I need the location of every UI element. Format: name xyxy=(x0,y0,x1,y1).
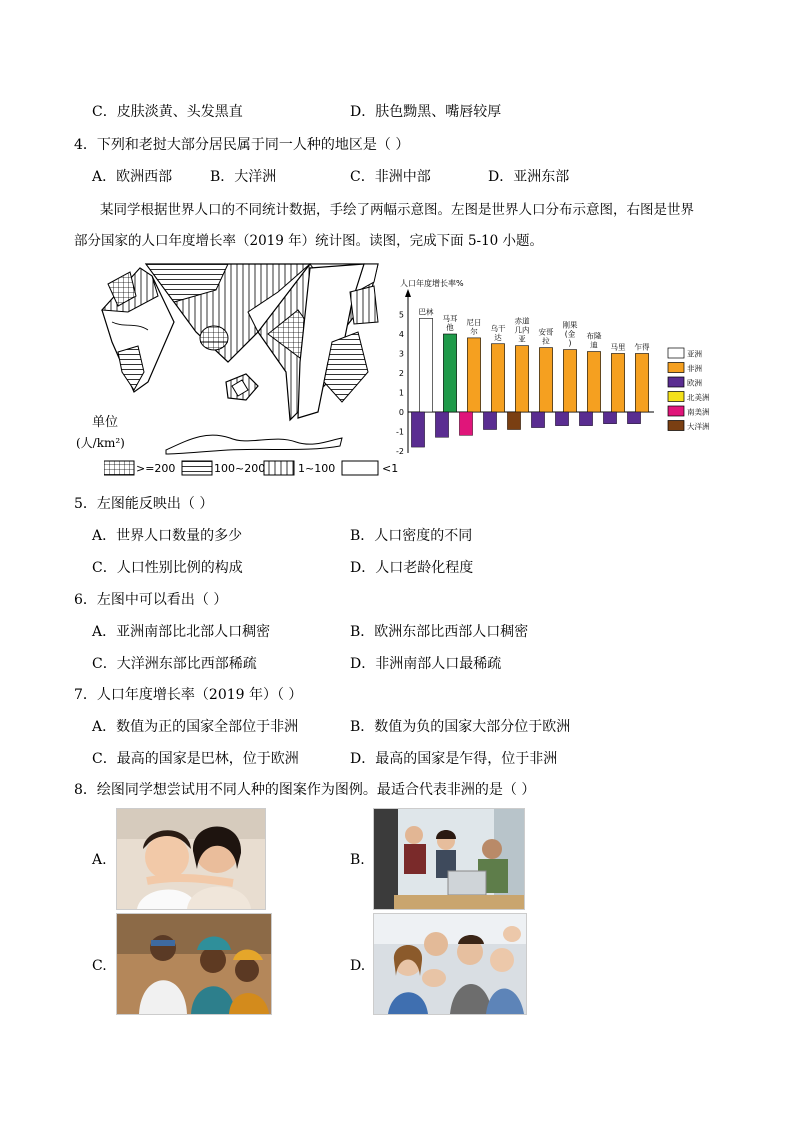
category-label: 布隆 xyxy=(586,331,602,341)
intro-line-2: 部分国家的人口年度增长率（2019 年）统计图。读图，完成下面 5-10 小题。 xyxy=(74,233,544,249)
legend-label-very-sparse: <1 xyxy=(382,462,399,475)
legend-label: 欧洲 xyxy=(687,378,702,388)
q7-option-d: D．最高的国家是乍得，位于非洲 xyxy=(350,751,558,767)
q5-option-c: C．人口性别比例的构成 xyxy=(92,560,243,576)
negative-bar xyxy=(555,412,568,426)
category-label: 他 xyxy=(446,323,454,332)
positive-bar xyxy=(611,354,624,413)
oceania-shape xyxy=(226,374,258,400)
negative-bar xyxy=(627,412,640,424)
negative-bar xyxy=(579,412,592,426)
photo-students-laptop xyxy=(373,808,525,910)
q7-option-a: A．数值为正的国家全部位于非洲 xyxy=(92,719,299,735)
q3-option-d: D．肤色黝黑、嘴唇较厚 xyxy=(350,104,502,120)
growth-rate-chart xyxy=(392,272,712,462)
negative-bar xyxy=(531,412,544,428)
q5-option-d: D．人口老龄化程度 xyxy=(350,560,474,576)
q8-stem: 8．绘图同学想尝试用不同人种的图案作为图例。最适合代表非洲的是（ ） xyxy=(74,782,536,798)
category-label: 刚果 xyxy=(562,320,578,330)
negative-bar xyxy=(411,412,424,447)
photo-young-people-waving xyxy=(373,913,527,1015)
q7-option-b: B．数值为负的国家大部分位于欧洲 xyxy=(350,719,571,735)
map-unit-label: 单位 xyxy=(92,415,119,430)
positive-bar xyxy=(467,338,480,412)
negative-bar xyxy=(459,412,472,435)
q8-option-a-label: A. xyxy=(92,852,107,868)
q4-stem: 4．下列和老挝大部分居民属于同一人种的地区是（ ） xyxy=(74,137,410,153)
q4-option-b: B．大洋洲 xyxy=(210,169,277,185)
category-label: ) xyxy=(568,338,572,348)
map-unit-value: (人/km²) xyxy=(76,436,125,450)
category-label: (金 xyxy=(564,329,576,339)
q5-stem: 5．左图能反映出（ ） xyxy=(74,496,214,512)
positive-bar xyxy=(515,346,528,412)
positive-bar xyxy=(563,350,576,412)
negative-bar xyxy=(483,412,496,430)
y-tick-label: 4 xyxy=(398,330,404,339)
y-tick-label: 2 xyxy=(398,369,404,378)
category-label: 马耳 xyxy=(442,314,458,323)
q6-stem: 6．左图中可以看出（ ） xyxy=(74,592,228,608)
positive-bar xyxy=(635,354,648,413)
legend-label: 大洋洲 xyxy=(687,422,710,431)
category-label: 迪 xyxy=(590,340,598,350)
map-legend xyxy=(104,459,404,479)
category-label: 达 xyxy=(494,332,502,342)
q5-option-b: B．人口密度的不同 xyxy=(350,528,473,544)
positive-bar xyxy=(419,318,432,412)
category-label: 尼日 xyxy=(466,317,482,327)
q8-option-b-label: B. xyxy=(350,852,365,868)
category-label: 巴林 xyxy=(418,307,434,317)
legend-label-sparse: 1~100 xyxy=(298,462,336,475)
legend-swatch xyxy=(668,392,684,402)
y-axis-arrow xyxy=(405,289,411,297)
y-tick-label: -1 xyxy=(396,427,404,437)
y-tick-label: 5 xyxy=(398,310,404,320)
legend-swatch xyxy=(668,348,684,358)
q5-option-a: A．世界人口数量的多少 xyxy=(92,528,243,544)
category-label: 安哥 xyxy=(538,327,554,337)
legend-swatch xyxy=(668,377,684,387)
y-axis-label: 人口年度增长率% xyxy=(400,279,464,288)
category-label: 乌干 xyxy=(490,323,506,333)
legend-swatch xyxy=(668,406,684,416)
positive-bar xyxy=(539,348,552,412)
positive-bar xyxy=(443,334,456,412)
legend-label: 非洲 xyxy=(687,364,702,373)
legend-swatch xyxy=(668,363,684,373)
y-tick-label: 0 xyxy=(398,408,404,417)
y-tick-label: -2 xyxy=(396,447,404,456)
positive-bar xyxy=(491,344,504,412)
photo-mother-daughter xyxy=(116,808,266,910)
q8-option-d-label: D. xyxy=(350,958,366,974)
q4-option-d: D．亚洲东部 xyxy=(488,169,570,185)
category-label: 乍得 xyxy=(634,342,650,352)
category-label: 几内 xyxy=(514,325,530,335)
negative-bar xyxy=(435,412,448,437)
category-label: 马里 xyxy=(610,342,626,352)
q6-option-c: C．大洋洲东部比西部稀疏 xyxy=(92,656,257,672)
legend-label: 北美洲 xyxy=(687,393,710,402)
negative-bar xyxy=(603,412,616,424)
category-label: 拉 xyxy=(542,336,550,346)
y-tick-label: 3 xyxy=(398,349,404,359)
q4-option-a: A．欧洲西部 xyxy=(92,169,173,185)
legend-label: 亚洲 xyxy=(687,349,702,359)
photo-african-group xyxy=(116,913,272,1015)
category-label: 尔 xyxy=(470,326,478,336)
q6-option-a: A．亚洲南部比北部人口稠密 xyxy=(92,624,271,640)
y-tick-label: 1 xyxy=(398,388,404,398)
q6-option-d: D．非洲南部人口最稀疏 xyxy=(350,656,502,672)
intro-line-1: 某同学根据世界人口的不同统计数据，手绘了两幅示意图。左图是世界人口分布示意图，右图是世界 xyxy=(100,202,694,218)
legend-label-dense: >=200 xyxy=(136,462,176,475)
legend-label: 南美洲 xyxy=(687,407,710,417)
q3-option-c: C．皮肤淡黄、头发黑直 xyxy=(92,104,243,120)
q4-option-c: C．非洲中部 xyxy=(350,169,431,185)
q7-option-c: C．最高的国家是巴林，位于欧洲 xyxy=(92,751,299,767)
negative-bar xyxy=(507,412,520,430)
q8-option-c-label: C. xyxy=(92,958,107,974)
category-label: 赤道 xyxy=(514,316,530,326)
antarctica-shape xyxy=(166,435,342,454)
positive-bar xyxy=(587,352,600,412)
legend-swatch xyxy=(668,421,684,431)
category-label: 亚 xyxy=(518,334,526,344)
q7-stem: 7．人口年度增长率（2019 年）（ ） xyxy=(74,687,303,703)
q6-option-b: B．欧洲东部比西部人口稠密 xyxy=(350,624,529,640)
legend-label-medium: 100~200 xyxy=(214,462,266,475)
